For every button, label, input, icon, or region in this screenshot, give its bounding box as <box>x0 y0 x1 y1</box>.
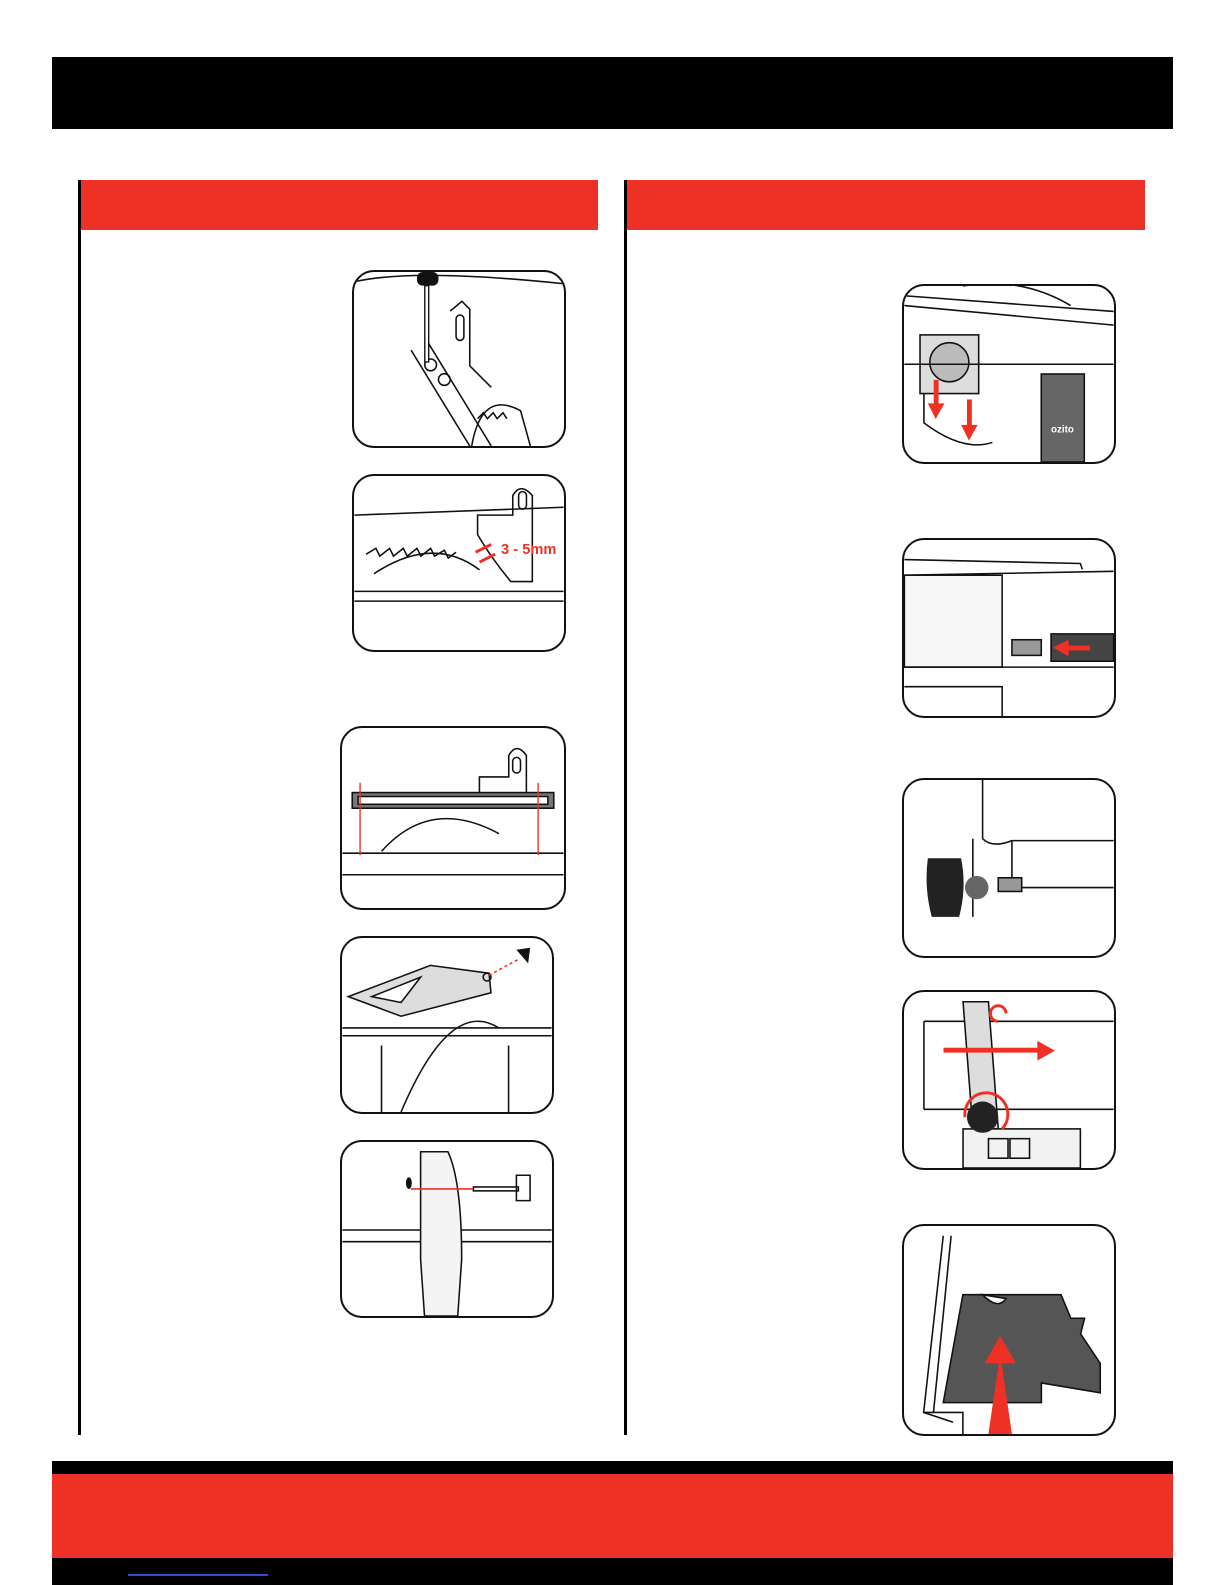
knob-icon <box>967 1102 998 1133</box>
left-column-rule <box>78 180 81 1435</box>
footer-divider <box>52 1461 1173 1474</box>
header-bar <box>52 57 1173 129</box>
red-arrow-icon <box>943 1041 1054 1061</box>
right-column-heading-bar <box>624 180 1145 230</box>
screwdriver-icon <box>417 272 439 362</box>
figure-blade-guard-fitting <box>340 726 566 910</box>
knob-icon <box>927 858 989 917</box>
footer-link-underline[interactable] <box>128 1574 268 1576</box>
figure-bevel-knob <box>902 778 1116 958</box>
footer-bottom-bar <box>52 1558 1173 1585</box>
brand-logo-text: ozito <box>1051 424 1074 436</box>
figure-guard-pin-side <box>340 1140 554 1318</box>
figure-rip-fence <box>902 990 1116 1170</box>
footer-bar <box>52 1474 1173 1558</box>
figure-mitre-gauge <box>902 1224 1116 1436</box>
figure-riving-knife-gap <box>352 474 566 652</box>
right-column-rule <box>624 180 627 1435</box>
figure-blade-guard-knob <box>340 936 554 1114</box>
dimension-label: 3 - 5mm <box>501 542 557 559</box>
knob-icon <box>516 948 530 964</box>
left-column-heading-bar <box>78 180 598 230</box>
figure-dust-extraction <box>902 284 1116 464</box>
figure-riving-knife-screw <box>352 270 566 448</box>
figure-vacuum-hose <box>902 538 1116 718</box>
